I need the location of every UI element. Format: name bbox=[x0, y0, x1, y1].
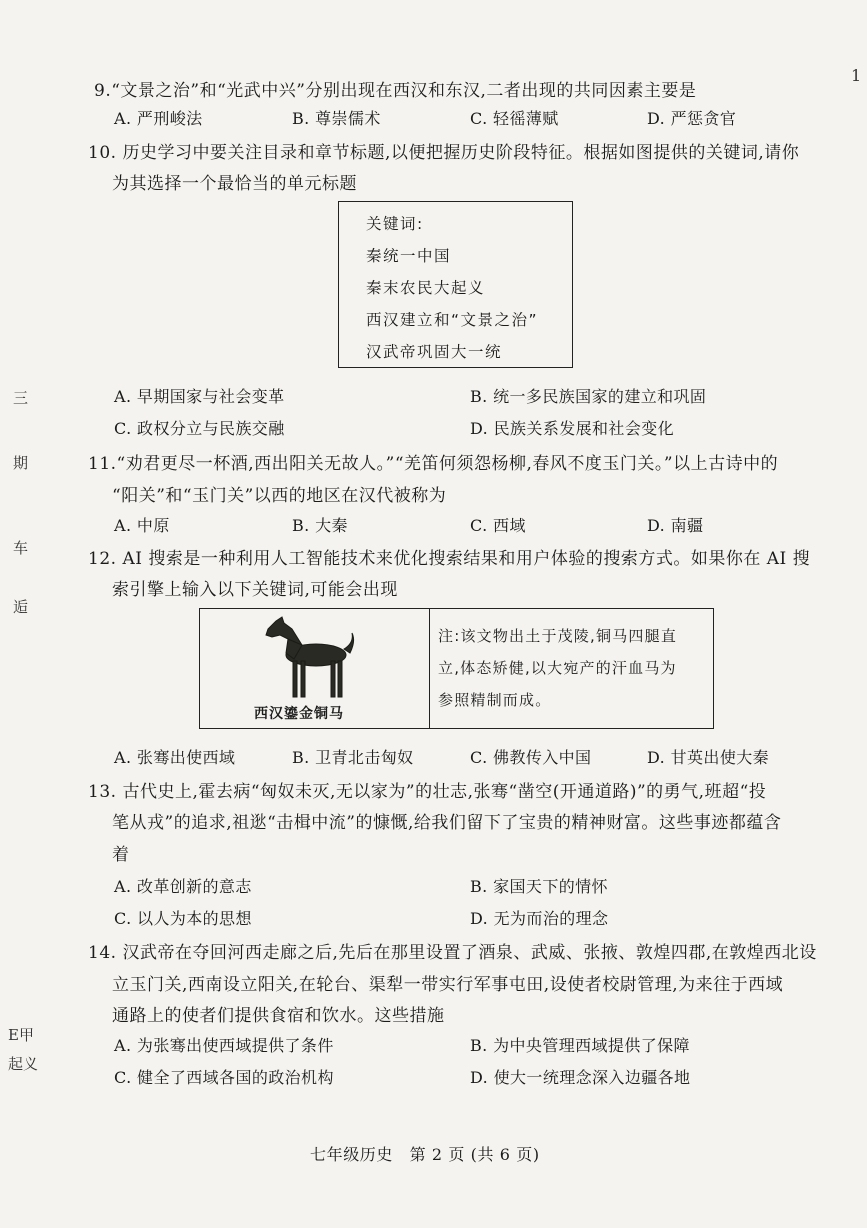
question-14-stem-line2: 立玉门关,西南设立阳关,在轮台、渠犁一带实行军事屯田,设使者校尉管理,为来往于西域 bbox=[112, 975, 784, 995]
page-footer: 七年级历史 第 2 页 (共 6 页) bbox=[310, 1145, 540, 1164]
relic-note-line: 立,体态矫健,以大宛产的汗血马为 bbox=[438, 659, 677, 677]
q10-option-b[interactable]: B. 统一多民族国家的建立和巩固 bbox=[470, 387, 707, 406]
question-13-stem-line3: 着 bbox=[112, 845, 130, 865]
question-13-stem-line1: 13. 古代史上,霍去病“匈奴未灭,无以家为”的壮志,张骞“凿空(开通道路)”的勇气,班超“投 bbox=[88, 782, 767, 802]
margin-mark: 起义 bbox=[8, 1055, 39, 1073]
question-10-stem-line2: 为其选择一个最恰当的单元标题 bbox=[112, 174, 357, 194]
question-11-stem-line2: “阳关”和“玉门关”以西的地区在汉代被称为 bbox=[112, 486, 447, 506]
keyword-item: 西汉建立和“文景之治” bbox=[366, 311, 539, 329]
question-14-stem-line3: 通路上的使者们提供食宿和饮水。这些措施 bbox=[112, 1006, 445, 1026]
q12-option-b[interactable]: B. 卫青北击匈奴 bbox=[292, 748, 414, 767]
keyword-item: 汉武帝巩固大一统 bbox=[366, 343, 503, 361]
question-9-stem: 9.“文景之治”和“光武中兴”分别出现在西汉和东汉,二者出现的共同因素主要是 bbox=[94, 81, 697, 101]
q11-option-d[interactable]: D. 南疆 bbox=[647, 516, 704, 535]
q12-option-d[interactable]: D. 甘英出使大秦 bbox=[647, 748, 770, 767]
q14-option-a[interactable]: A. 为张骞出使西域提供了条件 bbox=[114, 1036, 334, 1055]
q11-option-a[interactable]: A. 中原 bbox=[114, 516, 170, 535]
question-12-stem-line2: 索引擎上输入以下关键词,可能会出现 bbox=[112, 580, 398, 600]
margin-mark: 期 bbox=[13, 454, 29, 472]
relic-caption: 西汉鎏金铜马 bbox=[254, 706, 344, 722]
question-12-stem-line1: 12. AI 搜索是一种利用人工智能技术来优化搜索结果和用户体验的搜索方式。如果你在 AI 搜 bbox=[88, 549, 811, 569]
relic-table bbox=[199, 608, 714, 729]
relic-note-line: 参照精制而成。 bbox=[438, 691, 552, 709]
q9-option-b[interactable]: B. 尊崇儒术 bbox=[292, 109, 381, 128]
q12-option-c[interactable]: C. 佛教传入中国 bbox=[470, 748, 592, 767]
q13-option-a[interactable]: A. 改革创新的意志 bbox=[114, 877, 252, 896]
margin-mark: 逅 bbox=[13, 598, 29, 616]
q12-option-a[interactable]: A. 张骞出使西域 bbox=[114, 748, 236, 767]
relic-table-divider bbox=[429, 609, 430, 728]
q14-option-b[interactable]: B. 为中央管理西域提供了保障 bbox=[470, 1036, 690, 1055]
keyword-item: 秦末农民大起义 bbox=[366, 279, 486, 297]
question-13-stem-line2: 笔从戎”的追求,祖逖“击楫中流”的慷慨,给我们留下了宝贵的精神财富。这些事迹都蕴含 bbox=[112, 813, 782, 833]
relic-note-line: 注:该文物出土于茂陵,铜马四腿直 bbox=[438, 627, 678, 645]
q10-option-a[interactable]: A. 早期国家与社会变革 bbox=[114, 387, 285, 406]
margin-mark: 车 bbox=[13, 539, 29, 557]
q13-option-b[interactable]: B. 家国天下的情怀 bbox=[470, 877, 608, 896]
q9-option-d[interactable]: D. 严惩贪官 bbox=[647, 109, 737, 128]
q13-option-c[interactable]: C. 以人为本的思想 bbox=[114, 909, 252, 928]
keyword-item: 秦统一中国 bbox=[366, 247, 452, 265]
q9-option-c[interactable]: C. 轻徭薄赋 bbox=[470, 109, 559, 128]
q10-option-c[interactable]: C. 政权分立与民族交融 bbox=[114, 419, 285, 438]
q11-option-c[interactable]: C. 西域 bbox=[470, 516, 526, 535]
question-14-stem-line1: 14. 汉武帝在夺回河西走廊之后,先后在那里设置了酒泉、武威、张掖、敦煌四郡,在敦煌西北设 bbox=[88, 943, 817, 963]
q10-option-d[interactable]: D. 民族关系发展和社会变化 bbox=[470, 419, 675, 438]
q9-option-a[interactable]: A. 严刑峻法 bbox=[114, 109, 203, 128]
q14-option-c[interactable]: C. 健全了西域各国的政治机构 bbox=[114, 1068, 334, 1087]
bronze-horse-image bbox=[258, 615, 358, 701]
q11-option-b[interactable]: B. 大秦 bbox=[292, 516, 348, 535]
margin-mark: 三 bbox=[13, 389, 29, 407]
margin-mark: E甲 bbox=[8, 1026, 34, 1044]
question-10-stem-line1: 10. 历史学习中要关注目录和章节标题,以便把握历史阶段特征。根据如图提供的关键词,请你 bbox=[88, 143, 800, 163]
q13-option-d[interactable]: D. 无为而治的理念 bbox=[470, 909, 609, 928]
q14-option-d[interactable]: D. 使大一统理念深入边疆各地 bbox=[470, 1068, 691, 1087]
keywords-title: 关键词: bbox=[366, 215, 424, 233]
question-11-stem-line1: 11.“劝君更尽一杯酒,西出阳关无故人。”“羌笛何须怨杨柳,春风不度玉门关。”以上古诗中的 bbox=[88, 454, 779, 474]
keywords-box bbox=[338, 201, 573, 368]
page-corner-mark: 1 bbox=[851, 66, 862, 85]
